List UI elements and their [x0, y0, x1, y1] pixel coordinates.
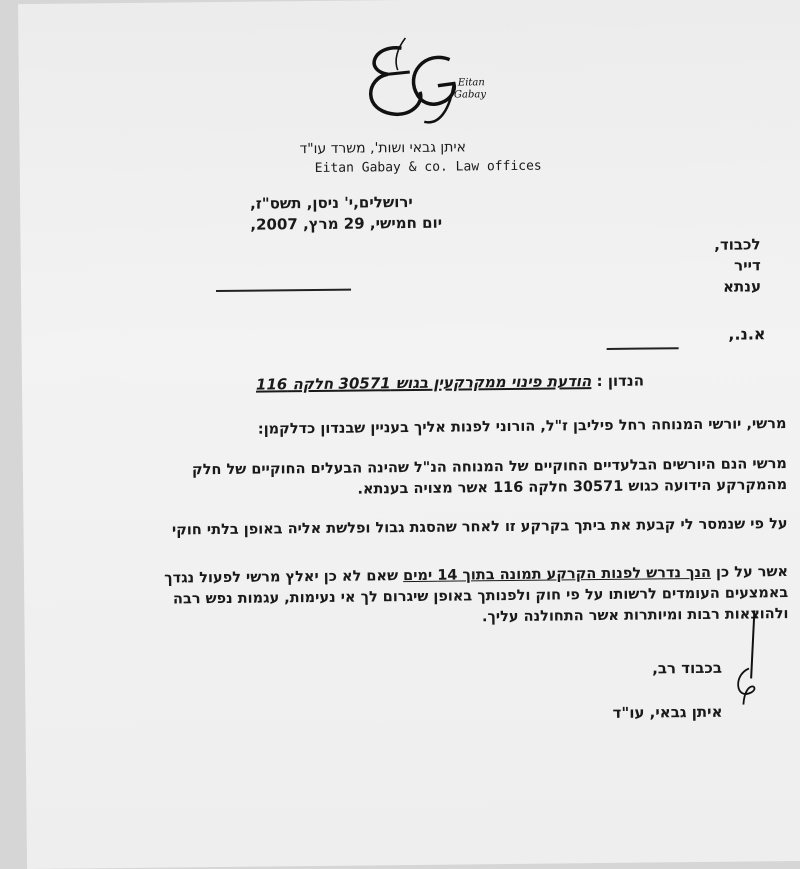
subject-prefix: הנדון : — [596, 371, 645, 391]
body-paragraph: מרשי, יורשי המנוחה רחל פיליבן ז"ל, הורוני לפנות אליך בעניין שבנדון כדלקמן: — [257, 416, 787, 438]
body-paragraph — [164, 562, 788, 632]
handwritten-signature — [714, 608, 775, 719]
greeting: א.נ., — [728, 324, 766, 344]
firm-name-english: Eitan Gabay & co. Law offices — [314, 158, 542, 176]
recipient-location: ענתא — [722, 277, 762, 296]
recipient-block — [714, 234, 761, 297]
demand-intro: אשר על כן — [715, 564, 789, 581]
date-line-hebrew: ירושלים,י' ניסן, תשס"ז, — [250, 192, 413, 213]
body-line: ולהוצאות רבות ומיותרות אשר התחולנה עליך. — [481, 606, 789, 626]
letter-page — [18, 0, 800, 869]
closing: בכבוד רב, — [652, 658, 723, 678]
blank-fill-line — [216, 289, 351, 292]
firm-name-hebrew: איתן גבאי ושות', משרד עו"ד — [299, 139, 466, 158]
body-paragraph: על פי שנמסר לי קבעת את ביתך בקרקע זו לאחר שהסגת גבול ופלשת אליה באופן בלתי חוקי — [171, 516, 788, 539]
demand-consequence: שאם לא כן יאלץ מרשי לפעול נגדך — [164, 568, 399, 587]
signer-name: איתן גבאי, עו"ד — [612, 702, 723, 722]
recipient-title: דייר — [734, 256, 761, 275]
body-line: מהמקרקע הידועה כגוש 30571 חלקה 116 אשר מצויה בענתא. — [357, 477, 788, 498]
subject-text: הודעת פינוי ממקרקעין בגוש 30571 חלקה 116 — [255, 372, 592, 394]
body-line: באמצעים העומדים לרשותו על פי חוק ולפנותך באופן שיגרום לך אי נעימות, עגמות נפש רבה — [172, 585, 789, 608]
logo-script-eitan: Eitan — [457, 77, 485, 89]
logo-script-gabay: Gabay — [453, 89, 487, 101]
firm-logo — [353, 29, 514, 131]
date-line-gregorian: יום חמישי, 29 מרץ, 2007, — [250, 213, 443, 234]
blank-fill-line — [607, 347, 679, 350]
body-paragraph — [192, 454, 787, 502]
date-block — [250, 191, 490, 236]
subject-line — [256, 372, 644, 394]
demand-emphasis: הנך נדרש לפנות הקרקע תמונה בתוך 14 ימים — [403, 564, 712, 585]
recipient-salutation: לכבוד, — [714, 235, 761, 254]
body-line: מרשי הנם היורשים הבלעדיים החוקיים של המנוחה הנ"ל שהינה הבעלים החוקיים של חלק — [191, 456, 787, 479]
